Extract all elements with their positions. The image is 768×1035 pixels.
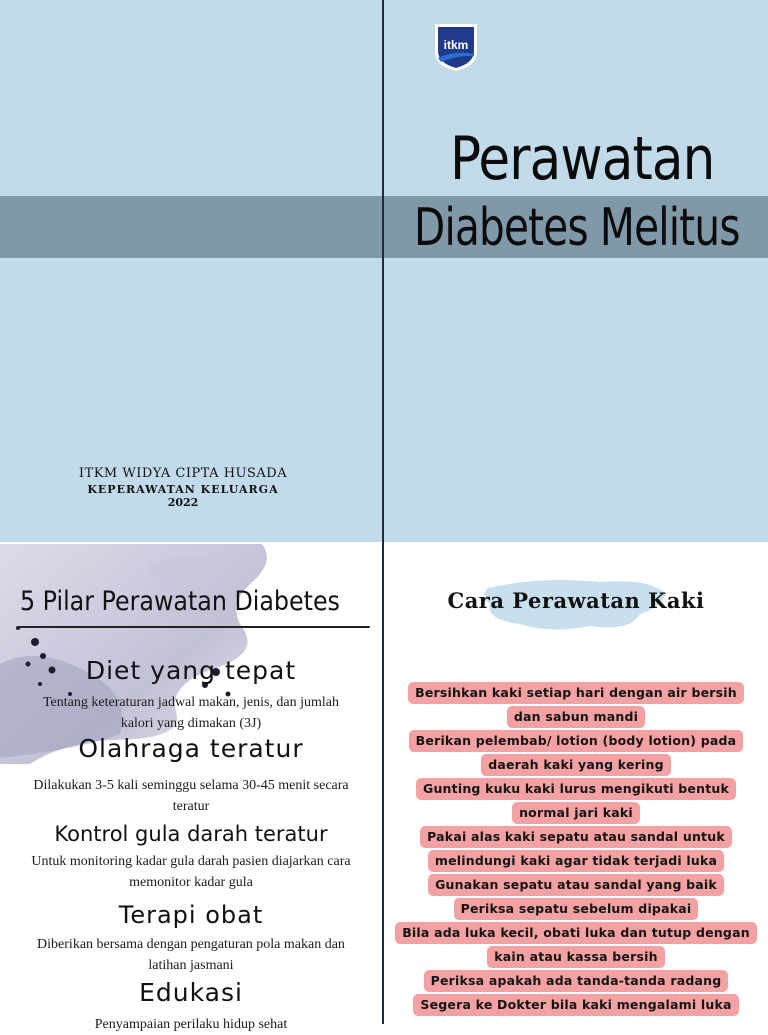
list-item — [384, 922, 768, 946]
pilar-page — [0, 544, 382, 1032]
pilar-heading-diet: Diet yang tepat — [85, 656, 297, 685]
list-item — [384, 970, 768, 994]
list-item — [384, 898, 768, 922]
pilar-desc-diet: Tentang keteraturan jadwal makan, jenis, dan jumlah kalori yang dimakan (3J) — [42, 695, 340, 731]
pilar-desc-kontrol: Untuk monitoring kadar gula darah pasien diajarkan cara memonitor kadar gula — [31, 854, 351, 890]
publication-year: 2022 — [167, 496, 199, 509]
pilar-desc-olahraga: Dilakukan 3-5 kali seminggu selama 30-45 menit secara teratur — [33, 778, 349, 814]
kaki-title: Cara Perawatan Kaki — [447, 588, 705, 613]
step-text: kain atau kassa bersih — [487, 946, 664, 968]
step-text: Berikan pelembab/ lotion (body lotion) pada — [409, 730, 744, 752]
pilar-title: 5 Pilar Perawatan Diabetes — [20, 586, 340, 617]
list-item — [384, 802, 768, 826]
step-text: Pakai alas kaki sepatu atau sandal untuk — [420, 826, 732, 848]
pilar-heading-terapi: Terapi obat — [118, 901, 264, 929]
cover-title: Perawatan — [450, 124, 715, 194]
title-underline — [18, 626, 370, 628]
step-text: Bila ada luka kecil, obati luka dan tutup dengan — [395, 922, 757, 944]
step-text: Periksa apakah ada tanda-tanda radang — [424, 970, 729, 992]
list-item — [384, 826, 768, 850]
institution-name: ITKM WIDYA CIPTA HUSADA — [78, 466, 288, 481]
shield-logo-icon — [433, 22, 479, 72]
department-name: KEPERAWATAN KELUARGA — [87, 483, 279, 496]
logo-text: itkm — [443, 38, 469, 52]
pilar-desc-terapi: Diberikan bersama dengan pengaturan pola makan dan latihan jasmani — [37, 937, 345, 973]
kaki-page — [384, 544, 768, 1024]
pilar-desc-edukasi: Penyampaian perilaku hidup sehat — [94, 1017, 288, 1032]
pilar-heading-edukasi: Edukasi — [139, 978, 243, 1007]
kaki-steps-list — [384, 682, 768, 1018]
list-item — [384, 946, 768, 970]
list-item — [384, 778, 768, 802]
list-item — [384, 754, 768, 778]
step-text: Segera ke Dokter bila kaki mengalami luka — [413, 994, 738, 1016]
page-fold-divider — [382, 0, 384, 542]
list-item — [384, 682, 768, 706]
step-text: Bersihkan kaki setiap hari dengan air bersih — [408, 682, 744, 704]
step-text: dan sabun mandi — [507, 706, 645, 728]
itkm-logo — [433, 22, 479, 72]
list-item — [384, 706, 768, 730]
step-text: melindungi kaki agar tidak terjadi luka — [428, 850, 724, 872]
step-text: Periksa sepatu sebelum dipakai — [454, 898, 699, 920]
cover-subtitle: Diabetes Melitus — [414, 198, 740, 258]
step-text: daerah kaki yang kering — [481, 754, 671, 776]
step-text: Gunakan sepatu atau sandal yang baik — [428, 874, 724, 896]
list-item — [384, 874, 768, 898]
list-item — [384, 850, 768, 874]
list-item — [384, 994, 768, 1018]
pilar-heading-olahraga: Olahraga teratur — [78, 734, 304, 763]
list-item — [384, 730, 768, 754]
step-text: Gunting kuku kaki lurus mengikuti bentuk — [416, 778, 736, 800]
step-text: normal jari kaki — [512, 802, 640, 824]
pilar-heading-kontrol: Kontrol gula darah teratur — [54, 822, 328, 846]
